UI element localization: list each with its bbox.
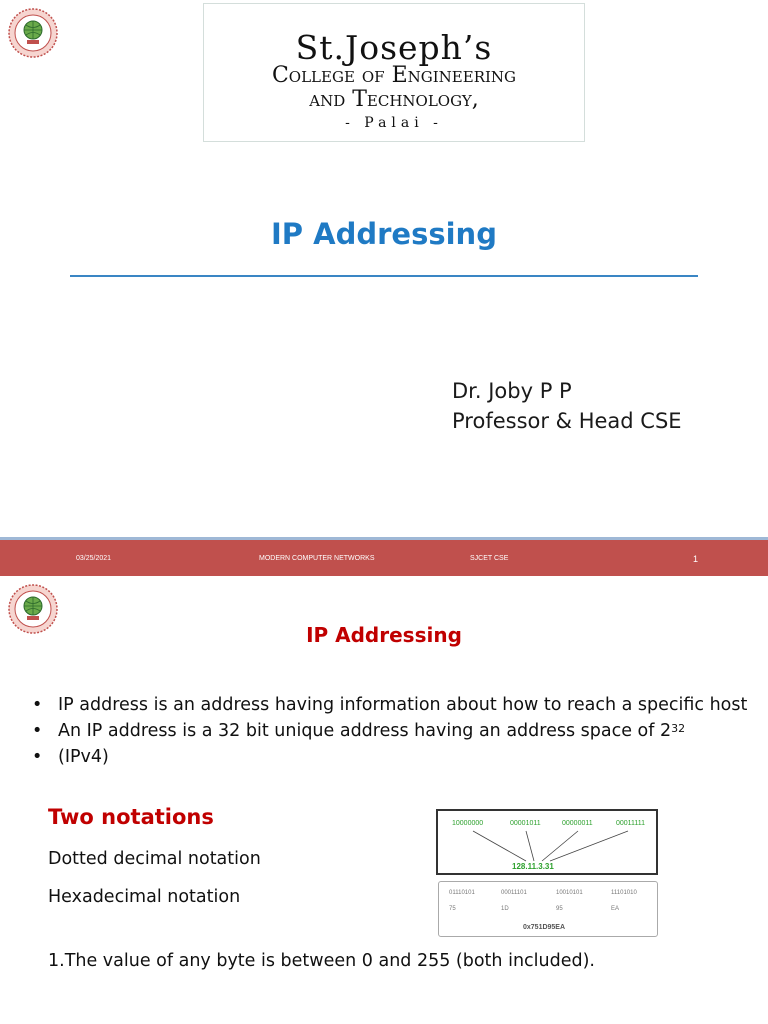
bullet-item [32, 692, 752, 718]
slide-footer [0, 537, 768, 576]
notations-heading: Two notations [48, 805, 214, 829]
dotted-result: 128.11.3.31 [512, 862, 554, 871]
binary-byte: 00001011 [510, 820, 541, 827]
footer-page-number: 1 [693, 554, 699, 564]
title-divider [70, 275, 698, 277]
byte-rule: 1.The value of any byte is between 0 and 255 (both included). [48, 951, 595, 971]
footer-dept: SJCET CSE [470, 555, 509, 562]
bullet-item [32, 744, 752, 770]
hex-byte: 75 [449, 906, 456, 912]
banner-line-2: College of Engineering [271, 63, 517, 88]
hexadecimal-figure [438, 881, 658, 937]
author-name: Dr. Joby P P [452, 379, 572, 403]
bullet-item [32, 718, 752, 744]
slide-2-title: IP Addressing [306, 623, 462, 647]
binary-byte: 00011101 [501, 890, 527, 896]
bullet-text: (IPv4) [58, 747, 109, 767]
binary-byte: 11101010 [611, 890, 637, 896]
hex-byte: 1D [501, 906, 509, 912]
college-seal-icon [8, 8, 58, 58]
slide-2 [0, 576, 768, 1024]
notation-dotted: Dotted decimal notation [48, 849, 261, 869]
author-block [452, 376, 682, 436]
author-role: Professor & Head CSE [452, 409, 682, 433]
binary-byte: 10000000 [452, 820, 484, 827]
bullet-marker: • [32, 747, 43, 767]
banner-line-1: St.Joseph’s [295, 28, 493, 67]
footer-date: 03/25/2021 [76, 555, 112, 562]
exponent: 32 [671, 722, 686, 735]
binary-byte: 00000011 [562, 820, 593, 827]
bullet-marker: • [32, 721, 43, 741]
bullet-text: IP address is an address having information about how to reach a specific host [58, 695, 748, 715]
hex-result: 0x751D95EA [523, 924, 566, 931]
binary-byte: 00011111 [616, 820, 646, 827]
bullet-text: An IP address is a 32 bit unique address having an address space of 2 [58, 721, 672, 741]
banner-line-3: and Technology, [309, 87, 479, 112]
binary-byte: 01110101 [449, 890, 475, 896]
banner-line-4: - Palai - [345, 115, 443, 131]
bullet-list [32, 692, 752, 770]
binary-byte: 10010101 [556, 890, 583, 896]
footer-course: MODERN COMPUTER NETWORKS [259, 555, 375, 562]
bullet-marker: • [32, 695, 43, 715]
college-banner [203, 3, 585, 142]
dotted-decimal-figure [436, 809, 658, 875]
slide-1-title: IP Addressing [271, 217, 497, 251]
hex-byte: EA [611, 906, 620, 912]
notation-hex: Hexadecimal notation [48, 887, 241, 907]
hex-byte: 95 [556, 906, 563, 912]
